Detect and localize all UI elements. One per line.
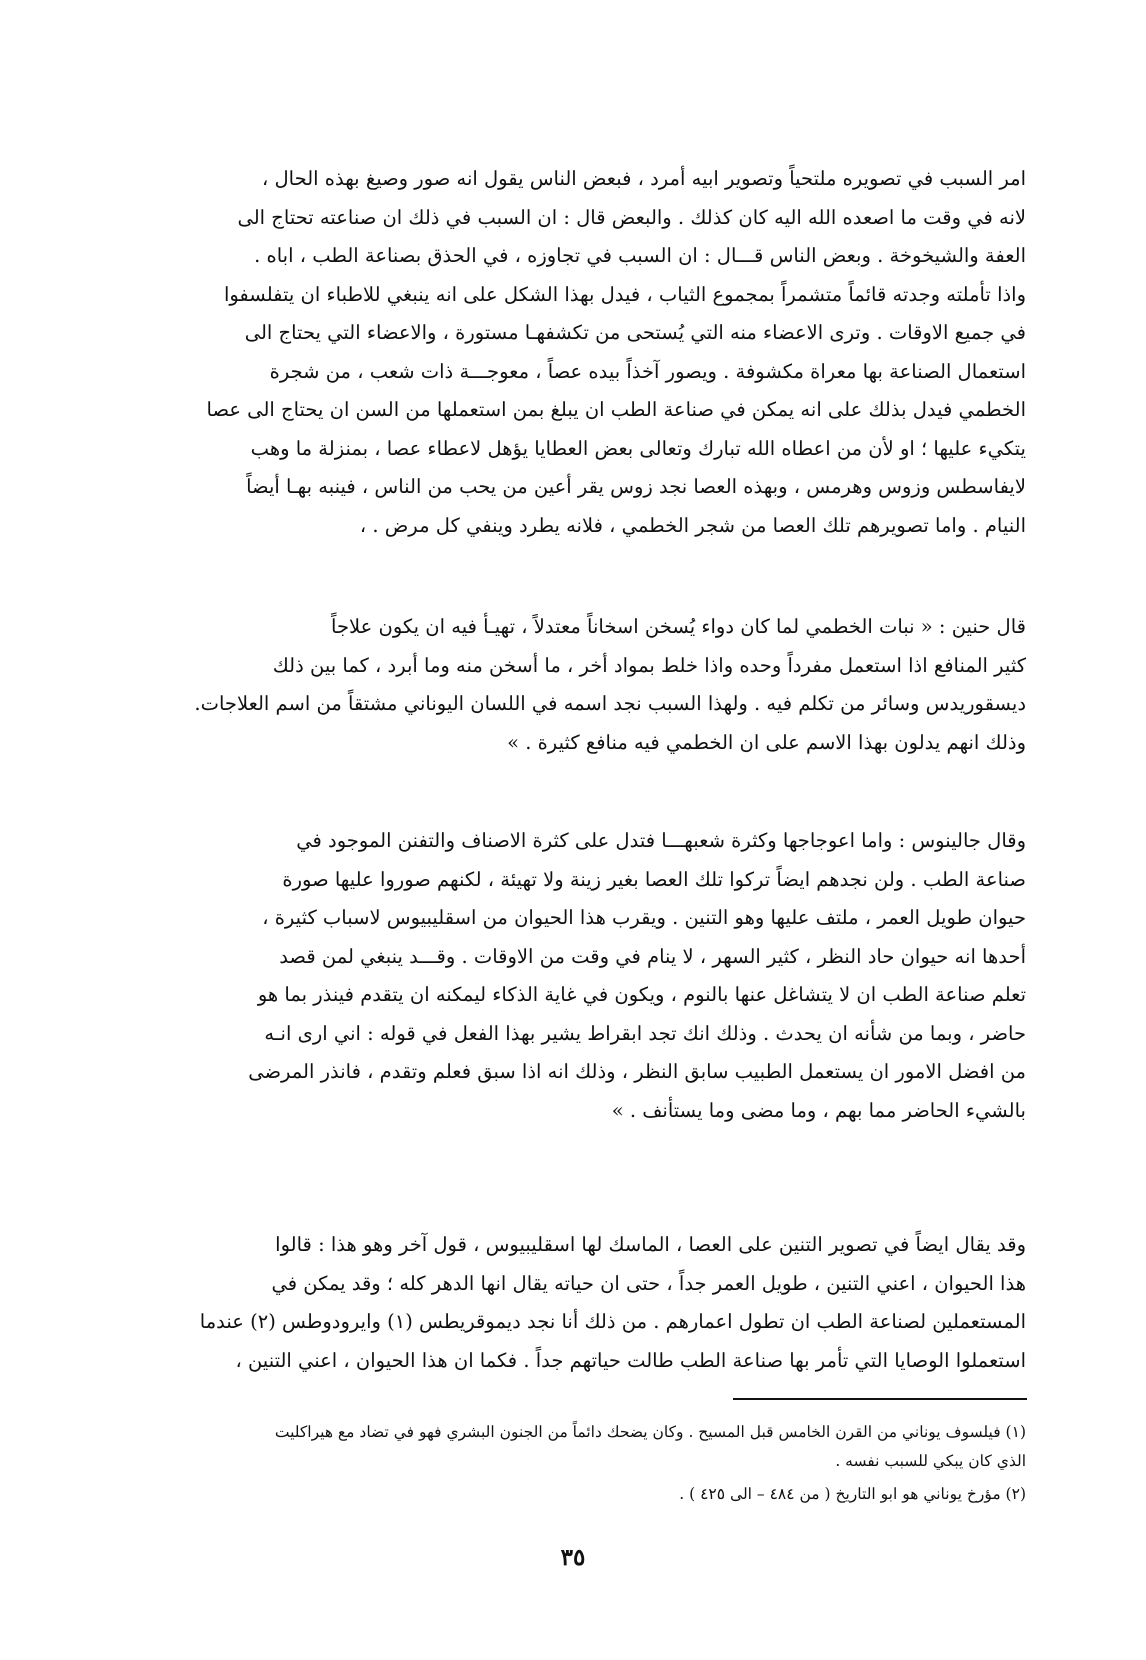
text-line: حيوان طويل العمر ، ملتف عليها وهو التنين . ويقرب هذا الحيوان من اسقليبيوس لاسباب كثيرة ، — [262, 906, 1026, 929]
text-line: ديسقوريدس وسائر من تكلم فيه . ولهذا السبب نجد اسمه في اللسان اليوناني مشتقاً من اسم العلاجات. — [194, 692, 1026, 715]
text-line: لايفاسطس وزوس وهرمس ، وبهذه العصا نجد زوس يقر أعين من يحب من الناس ، فينبه بهـا أيضاً — [246, 475, 1026, 498]
paragraph-3 — [176, 822, 1026, 1130]
text-line: وذلك انهم يدلون بهذا الاسم على ان الخطمي فيه منافع كثيرة . » — [507, 730, 1026, 754]
footnote-2 — [176, 1480, 1026, 1509]
text-line: العفة والشيخوخة . وبعض الناس قـــال : ان السبب في تجاوزه ، في الحذق بصناعة الطب ، اباه . — [254, 244, 1026, 267]
footnote-line: (٢) مؤرخ يوناني هو ابو التاريخ ( من ٤٨٤ – الى ٤٢٥ ) . — [679, 1485, 1026, 1503]
text-line: النيام . واما تصويرهم تلك العصا من شجر الخطمي ، فلانه يطرد وينفي كل مرض . ، — [359, 513, 1026, 537]
footnote-line: الذي كان يبكي للسبب نفسه . — [835, 1452, 1026, 1470]
text-line: وقد يقال ايضاً في تصوير التنين على العصا ، الماسك لها اسقليبيوس ، قول آخر وهو هذا : قالوا — [275, 1233, 1026, 1256]
text-line: تعلم صناعة الطب ان لا يتشاغل عنها بالنوم ، ويكون في غاية الذكاء ليمكنه ان يتقدم فينذر بما هو — [257, 983, 1026, 1006]
text-line: أحدها انه حيوان حاد النظر ، كثير السهر ، لا ينام في وقت من الاوقات . وقـــد ينبغي لمن قصد — [279, 944, 1026, 968]
text-line: في جميع الاوقات . وترى الاعضاء منه التي يُستحى من تكشفهـا مستورة ، والاعضاء التي يحتاج الى — [244, 321, 1026, 344]
page-number: ٣٥ — [560, 1544, 586, 1571]
text-line: المستعملين لصناعة الطب ان تطول اعمارهم . من ذلك أنا نجد ديموقريطس (١) وايرودوطس (٢) عندما — [199, 1310, 1026, 1333]
text-line: لانه في وقت ما اصعده الله اليه كان كذلك . والبعض قال : ان السبب في ذلك ان صناعته تحتاج الى — [237, 205, 1026, 229]
text-line: كثير المنافع اذا استعمل مفرداً وحده واذا خلط بمواد أخر ، ما أسخن منه وما أبرد ، كما بين ذلك — [272, 653, 1026, 677]
footnote-1 — [176, 1418, 1026, 1476]
text-line: وقال جالينوس : واما اعوجاجها وكثرة شعبهـــا فتدل على كثرة الاصناف والتفنن الموجود في — [296, 829, 1026, 852]
text-line: قال حنين : « نبات الخطمي لما كان دواء يُسخن اسخاناً معتدلاً ، تهيـأ فيه ان يكون علاجاً — [331, 615, 1026, 638]
text-line: هذا الحيوان ، اعني التنين ، طويل العمر جداً ، حتى ان حياته يقال انها الدهر كله ؛ وقد يمكن في — [271, 1271, 1026, 1295]
text-line: من افضل الامور ان يستعمل الطبيب سابق النظر ، وذلك انه اذا سبق فعلم وتقدم ، فانذر المرضى — [248, 1060, 1026, 1083]
text-line: امر السبب في تصويره ملتحياً وتصوير ابيه أمرد ، فبعض الناس يقول انه صور وصيغ بهذه الحال ، — [262, 167, 1026, 190]
text-line: استعمال الصناعة بها معراة مكشوفة . ويصور آخذاً بيده عصاً ، معوجـــة ذات شعب ، من شجرة — [269, 359, 1026, 383]
footnote-divider — [733, 1398, 1027, 1400]
paragraph-1 — [176, 160, 1026, 545]
paragraph-4 — [176, 1226, 1026, 1380]
text-line: يتكيء عليها ؛ او لأن من اعطاه الله تبارك وتعالى بعض العطايا يؤهل لاعطاء عصا ، بمنزلة ما وهب — [250, 436, 1026, 460]
footnote-line: (١) فيلسوف يوناني من القرن الخامس قبل المسيح . وكان يضحك دائماً من الجنون البشري فهو في تضاد مع هيراكليت — [274, 1423, 1026, 1441]
text-line: الخطمي فيدل بذلك على انه يمكن في صناعة الطب ان يبلغ بمن استعملها من السن ان يحتاج الى عصا — [206, 398, 1026, 421]
text-line: بالشيء الحاضر مما بهم ، وما مضى وما يستأنف . » — [611, 1098, 1026, 1122]
text-line: واذا تأملته وجدته قائماً متشمراً بمجموع الثياب ، فيدل بهذا الشكل على انه ينبغي للاطباء ان يتفلسفوا — [223, 282, 1026, 306]
paragraph-2 — [176, 608, 1026, 762]
text-line: صناعة الطب . ولن نجدهم ايضاً تركوا تلك العصا بغير زينة ولا تهيئة ، لكنهم صوروا عليها صورة — [282, 867, 1026, 891]
text-line: حاضر ، وبما من شأنه ان يحدث . وذلك انك تجد ابقراط يشير بهذا الفعل في قوله : اني ارى انـه — [264, 1021, 1026, 1045]
text-line: استعملوا الوصايا التي تأمر بها صناعة الطب طالت حياتهم جداً . فكما ان هذا الحيوان ، اعني التنين ، — [235, 1348, 1026, 1372]
